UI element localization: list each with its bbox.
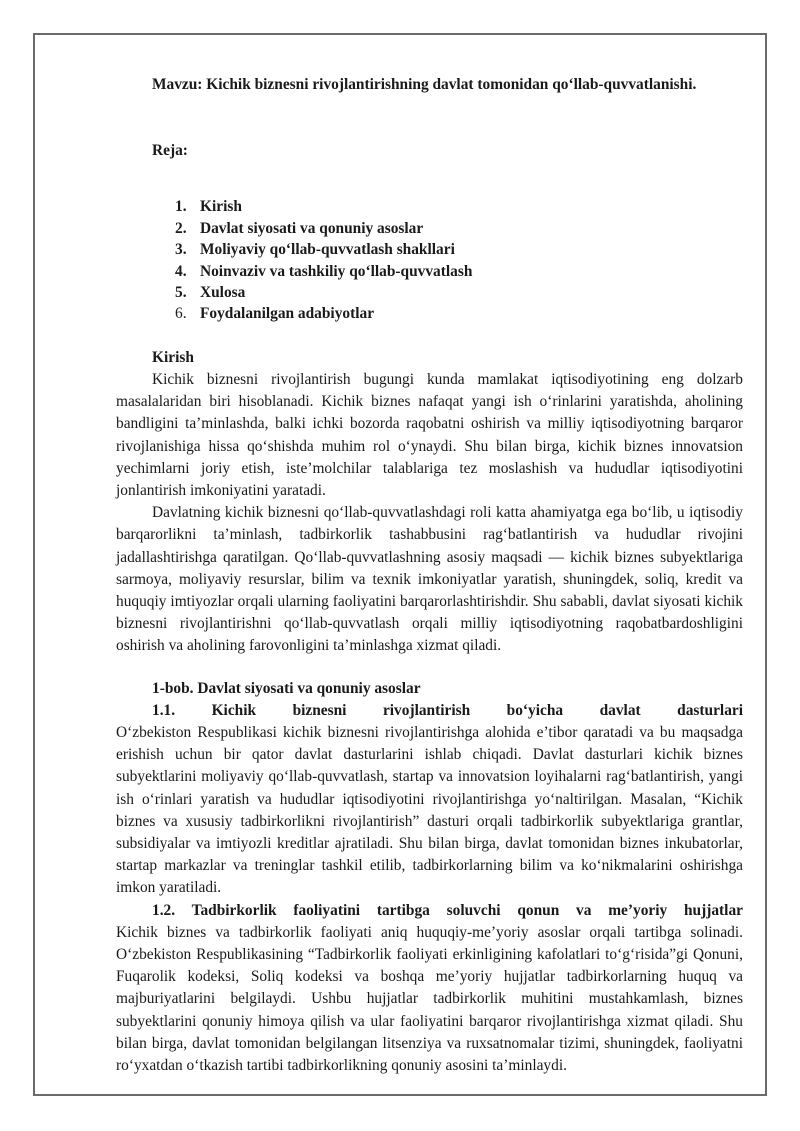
intro-paragraph-2: Davlatning kichik biznesni qo‘llab-quvvatlashdagi roli katta ahamiyatga ega bo‘lib, u iqtisodiy barqarorlikni ta’minlash, tadbirkorlik tashabbusini rag‘batlantirish va hududlar rivojini jadallashtirishga qaratilgan. Qo‘llab-quvvatlashning asosiy maqsadi — kichik biznes subyektlariga sarmoya, moliyaviy resurslar, bilim va texnik imkoniyatlar yaratish, shuningdek, soliq, kredit va huquqiy imtiyozlar orqali ularning faoliyatini barqarorlashtirishdir. Shu sababli, davlat siyosati kichik biznesni rivojlantirishni qo‘llab-quvvatlash orqali milliy iqtisodiyotning raqobatbardoshligini oshirish va aholining farovonligini ta’minlashga xizmat qiladi. — [116, 504, 743, 655]
intro-heading: Kirish — [152, 348, 194, 366]
section-1-1-paragraph: O‘zbekiston Respublikasi kichik biznesni rivojlantirishga alohida e’tibor qaratadi va bu maqsadga erishish uchun bir qator davlat dasturlarini ishlab chiqadi. Davlat dasturlari kichik biznes subyektlarini moliyaviy qo‘llab-quvvatlash, startap va innovatsion loyihalarni rag‘batlantirish, yangi ish o‘rinlari yaratish va hududlar iqtisodiyotini rivojlantirishga yo‘naltirilgan. Masalan, “Kichik biznes va xususiy tadbirkorlikni rivojlantirish” dasturi orqali tadbirkorlik subyektlariga grantlar, subsidiyalar va imtiyozli kreditlar ajratiladi. Shu bilan birga, davlat tomonidan biznes inkubatorlar, startap markazlar va treninglar tashkil etilib, tadbirkorlarning bilim va ko‘nikmalarini oshirishga imkon yaratiladi. — [116, 724, 743, 897]
document-title: Mavzu: Kichik biznesni rivojlantirishning davlat tomonidan qo‘llab-quvvatlanishi. — [152, 76, 697, 93]
intro-paragraph-1: Kichik biznesni rivojlantirish bugungi kunda mamlakat iqtisodiyotining eng dolzarb masalalaridan biri hisoblanadi. Kichik biznes nafaqat yangi ish o‘rinlarini yaratishda, aholining bandligini ta’minlashda, balki ichki bozorda raqobatni oshirish va milliy iqtisodiyotning barqaror rivojlanishiga hissa qo‘shishda muhim rol o‘ynaydi. Shu bilan birga, kichik biznes innovatsion yechimlarni joriy etish, iste’molchilar talablariga tez moslashish va hududlar iqtisodiyotini jonlantirish imkoniyatini yaratadi. — [116, 370, 743, 499]
document-body — [116, 74, 743, 1077]
section-1-2-heading: 1.2. Tadbirkorlik faoliyatini tartibga soluvchi qonun va me’yoriy hujjatlar — [152, 901, 743, 919]
plan-item: 5. Xulosa — [175, 283, 246, 301]
plan-list — [116, 196, 743, 324]
plan-item: 1. Kirish — [175, 198, 242, 216]
plan-label: Reja: — [152, 142, 188, 160]
plan-item: 3. Moliyaviy qo‘llab-quvvatlash shakllari — [175, 241, 455, 259]
section-1-2-paragraph: Kichik biznes va tadbirkorlik faoliyati aniq huquqiy-me’yoriy asoslar orqali tartibga solinadi. O‘zbekiston Respublikasining “Tadbirkorlik faoliyati erkinligining kafolatlari to‘g‘risida”gi Qonuni, Fuqarolik kodeksi, Soliq kodeksi va boshqa me’yoriy hujjatlar tadbirkorlarning huquq va majburiyatlarini belgilaydi. Ushbu hujjatlar tadbirkorlik muhitini mustahkamlash, biznes subyektlarini qonuniy himoya qilish va ular faoliyatini barqaror rivojlantirishga xizmat qiladi. Shu bilan birga, davlat tomonidan belgilangan litsenziya va ruxsatnomalar tizimi, shuningdek, faoliyatni ro‘yxatdan o‘tkazish tartibi tadbirkorlikning qonuniy asosini ta’minlaydi. — [116, 923, 743, 1075]
plan-item: 2. Davlat siyosati va qonuniy asoslar — [175, 219, 424, 237]
plan-item: 4. Noinvaziv va tashkiliy qo‘llab-quvvatlash — [175, 262, 473, 280]
plan-item: 6. Foydalanilgan adabiyotlar — [175, 305, 375, 323]
chapter-1-heading: 1-bob. Davlat siyosati va qonuniy asoslar — [152, 679, 421, 697]
section-1-1-heading: 1.1. Kichik biznesni rivojlantirish bo‘yicha davlat dasturlari — [152, 701, 743, 719]
